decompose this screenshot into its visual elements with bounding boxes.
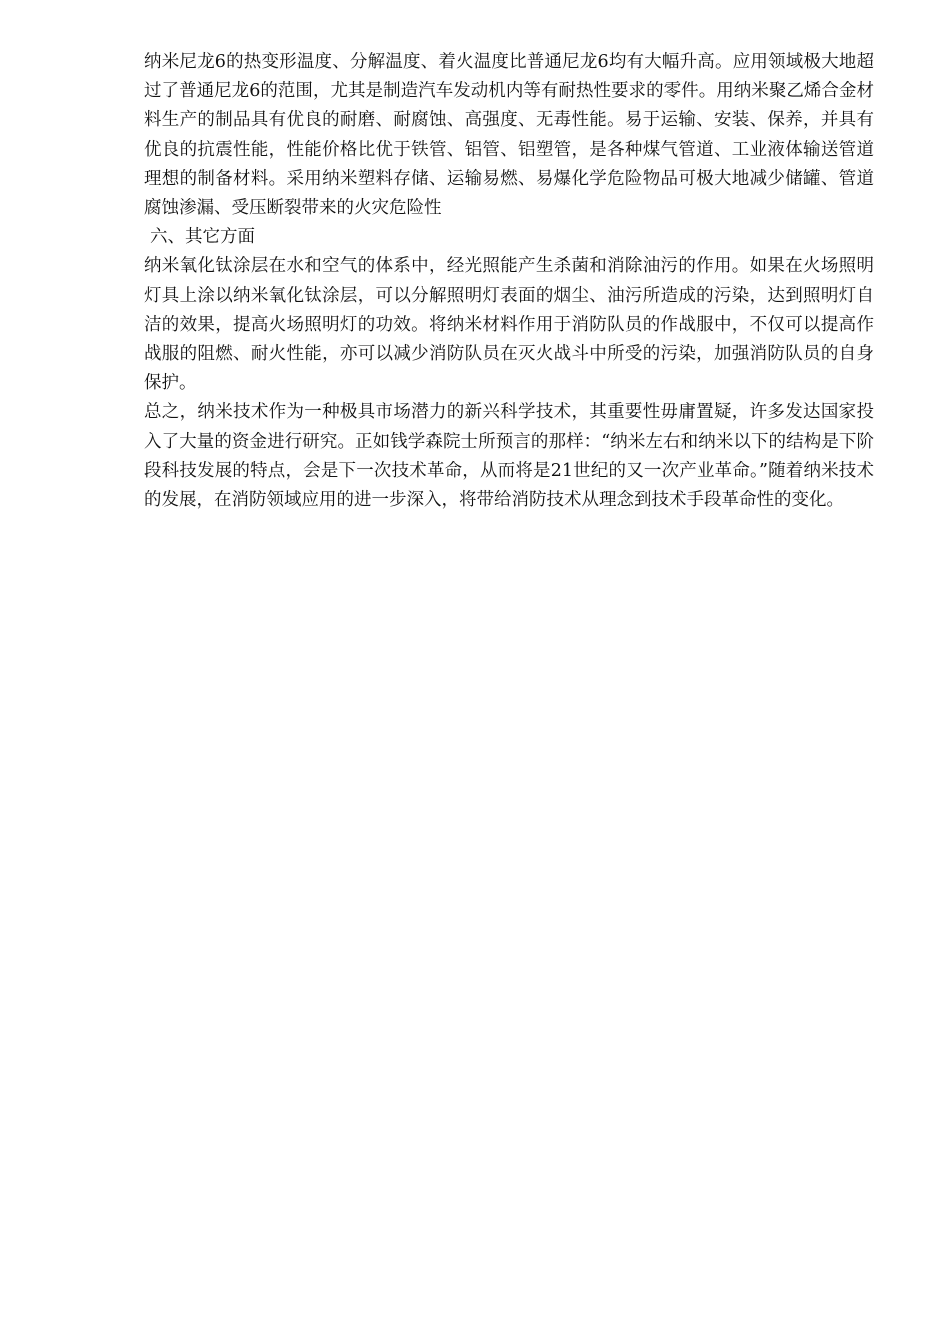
- paragraph-conclusion: 总之，纳米技术作为一种极具市场潜力的新兴科学技术，其重要性毋庸置疑，许多发达国家投入了大量的资金进行研究。正如钱学森院士所预言的那样：“纳米左右和纳米以下的结构是下阶段科技发展的特点，会是下一次技术革命，从而将是21世纪的又一次产业革命。”随着纳米技术的发展，在消防领域应用的进一步深入，将带给消防技术从理念到技术手段革命性的变化。: [144, 402, 874, 511]
- document-body: [144, 48, 874, 515]
- paragraph-titanium-oxide-coating: 纳米氧化钛涂层在水和空气的体系中，经光照能产生杀菌和消除油污的作用。如果在火场照明灯具上涂以纳米氧化钛涂层，可以分解照明灯表面的烟尘、油污所造成的污染，达到照明灯自洁的效果，提高火场照明灯的功效。将纳米材料作用于消防队员的作战服中，不仅可以提高作战服的阻燃、耐火性能，亦可以减少消防队员在灭火战斗中所受的污染，加强消防队员的自身保护。: [144, 256, 874, 394]
- section-heading-other-aspects: 六、其它方面: [150, 227, 255, 248]
- paragraph-nano-plastics: 纳米尼龙6的热变形温度、分解温度、着火温度比普通尼龙6均有大幅升高。应用领域极大地超过了普通尼龙6的范围，尤其是制造汽车发动机内等有耐热性要求的零件。用纳米聚乙烯合金材料生产的制品具有优良的耐磨、耐腐蚀、高强度、无毒性能。易于运输、安装、保养，并具有优良的抗震性能，性能价格比优于铁管、铝管、铝塑管，是各种煤气管道、工业液体输送管道理想的制备材料。采用纳米塑料存储、运输易燃、易爆化学危险物品可极大地减少储罐、管道腐蚀渗漏、受压断裂带来的火灾危险性: [144, 52, 874, 219]
